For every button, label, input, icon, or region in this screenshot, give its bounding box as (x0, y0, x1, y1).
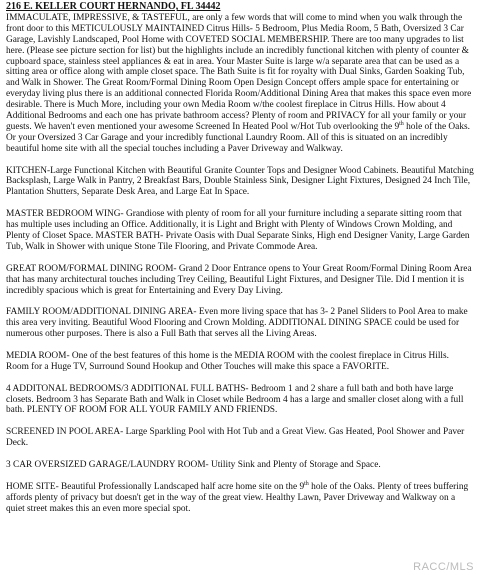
great-room-paragraph: GREAT ROOM/FORMAL DINING ROOM- Grand 2 Door Entrance opens to Your Great Room/Formal Dining Room Area that has many architectural touches including Trey Ceiling, Beautiful Light Fixtures, and Designer Tile. Did I mention it is incredibly spacious which is great for Entertaining and Every Day Living. (6, 263, 472, 296)
kitchen-paragraph: KITCHEN-Large Functional Kitchen with Beautiful Granite Counter Tops and Designer Wood Cabinets. Beautiful Matching Backsplash, Large Walk in Pantry, 2 Breakfast Bars, Double Stainless Sink, Designer Light Fixtures, Designed 24 Inch Tile, Plantation Shutters, Separate Desk Area, and Large Eat In Space. (6, 165, 474, 198)
family-room-paragraph: FAMILY ROOM/ADDITIONAL DINING AREA- Even more living space that has 3- 2 Panel Sliders to Pool Area to make this area very inviting. Beautiful Wood Flooring and Crown Molding. ADDITIONAL DINING SPACE could be used for numerous other purposes. There is also a Full Bath that serves all the Living Areas. (6, 307, 468, 340)
ordinal-suffix: th (304, 480, 309, 487)
spacer (6, 155, 474, 166)
garage-paragraph: 3 CAR OVERSIZED GARAGE/LAUNDRY ROOM- Utility Sink and Plenty of Storage and Space. (6, 459, 381, 470)
media-room-paragraph: MEDIA ROOM- One of the best features of this home is the MEDIA ROOM with the coolest fireplace in Citrus Hills. Room for a Huge TV, Surround Sound Hookup and Other Touches will make this space a FAVORITE. (6, 350, 449, 372)
document-title: 216 E. KELLER COURT HERNANDO, FL 34442 (6, 1, 221, 12)
spacer (6, 253, 474, 264)
spacer (6, 340, 474, 351)
master-bedroom-paragraph: MASTER BEDROOM WING- Grandiose with plenty of room for all your furniture including a separate sitting room that has multiple uses including an Office. Additionally, it is Light and Bright with Plenty of Windows Crown Molding, and Plenty of Closet Space. MASTER BATH- Private Oasis with Dual Separate Sinks, High end Designer Vanity, Large Garden Tub, Walk in Shower with unique Stone Tile Flooring, and Private Commode Area. (6, 209, 470, 252)
mls-watermark: RACC/MLS (413, 561, 474, 573)
bedrooms-paragraph: 4 ADDITONAL BEDROOMS/3 ADDITIONAL FULL BATHS- Bedroom 1 and 2 share a full bath and both have large closets. Bedroom 3 has Separate Bath and Walk in Closet while Bedroom 4 has a large and smaller closet along with a full bath. PLENTY OF ROOM FOR ALL YOUR FAMILY AND FRIENDS. (6, 383, 464, 416)
ordinal-suffix: th (399, 120, 404, 127)
spacer (6, 296, 474, 307)
home-site-paragraph: HOME SITE- Beautiful Professionally Landscaped half acre home site on the 9th hole of the Oaks. Plenty of trees buffering affords plenty of privacy but doesn't get in the way of the great view. Healthy Lawn, Paver Driveway and Walkway on a quiet street makes this an even more special spot. (6, 480, 469, 514)
spacer (6, 471, 474, 482)
spacer (6, 416, 474, 427)
spacer (6, 198, 474, 209)
spacer (6, 449, 474, 460)
listing-document (6, 2, 474, 514)
pool-paragraph: SCREENED IN POOL AREA- Large Sparkling Pool with Hot Tub and a Great View. Gas Heated, Pool Shower and Paver Deck. (6, 427, 465, 449)
spacer (6, 373, 474, 384)
intro-paragraph: IMMACULATE, IMPRESSIVE, & TASTEFUL, are only a few words that will come to mind when you walk through the front door to this METICULOUSLY MAINTAINED Citrus Hills- 5 Bedroom, Plus Media Room, 5 Bath, Oversized 3 Car Garage, Lavishly Landscaped, Pool Home with COVETED SOCIAL MEMBERSHIP. There are too many upgrades to list here. (Please see picture section for list) but the highlights include an incredibly functional kitchen with plenty of counter & cupboard space, stainless steel appliances & eat in area. Your Master Suite is large w/a separate area that can be used as a sitting area or office along with ample closet space. The Bath Suite is fit for royalty with Dual Sinks, Garden Soaking Tub, and Walk in Shower. The Great Room/Formal Dining Room Open Design Concept offers ample space for entertaining or everyday living plus there is an additional connected Florida Room/Additional Dining Area that makes this space even more desirable. There is Much More, including your own Media Room w/the coolest fireplace in Citrus Hills. How about 4 Additional Bedrooms and each one has private bathroom access? Plenty of room and PRIVACY for all your family or your guests. We haven't even mentioned your awesome Screened In Heated Pool w/Hot Tub overlooking the 9th hole of the Oaks. Or your Oversized 3 Car Garage and your incredibly functional Laundry Room. All of this is situated on an incredibly beautiful home site with all the special touches including a Paver Driveway and Walkway. (6, 12, 472, 154)
